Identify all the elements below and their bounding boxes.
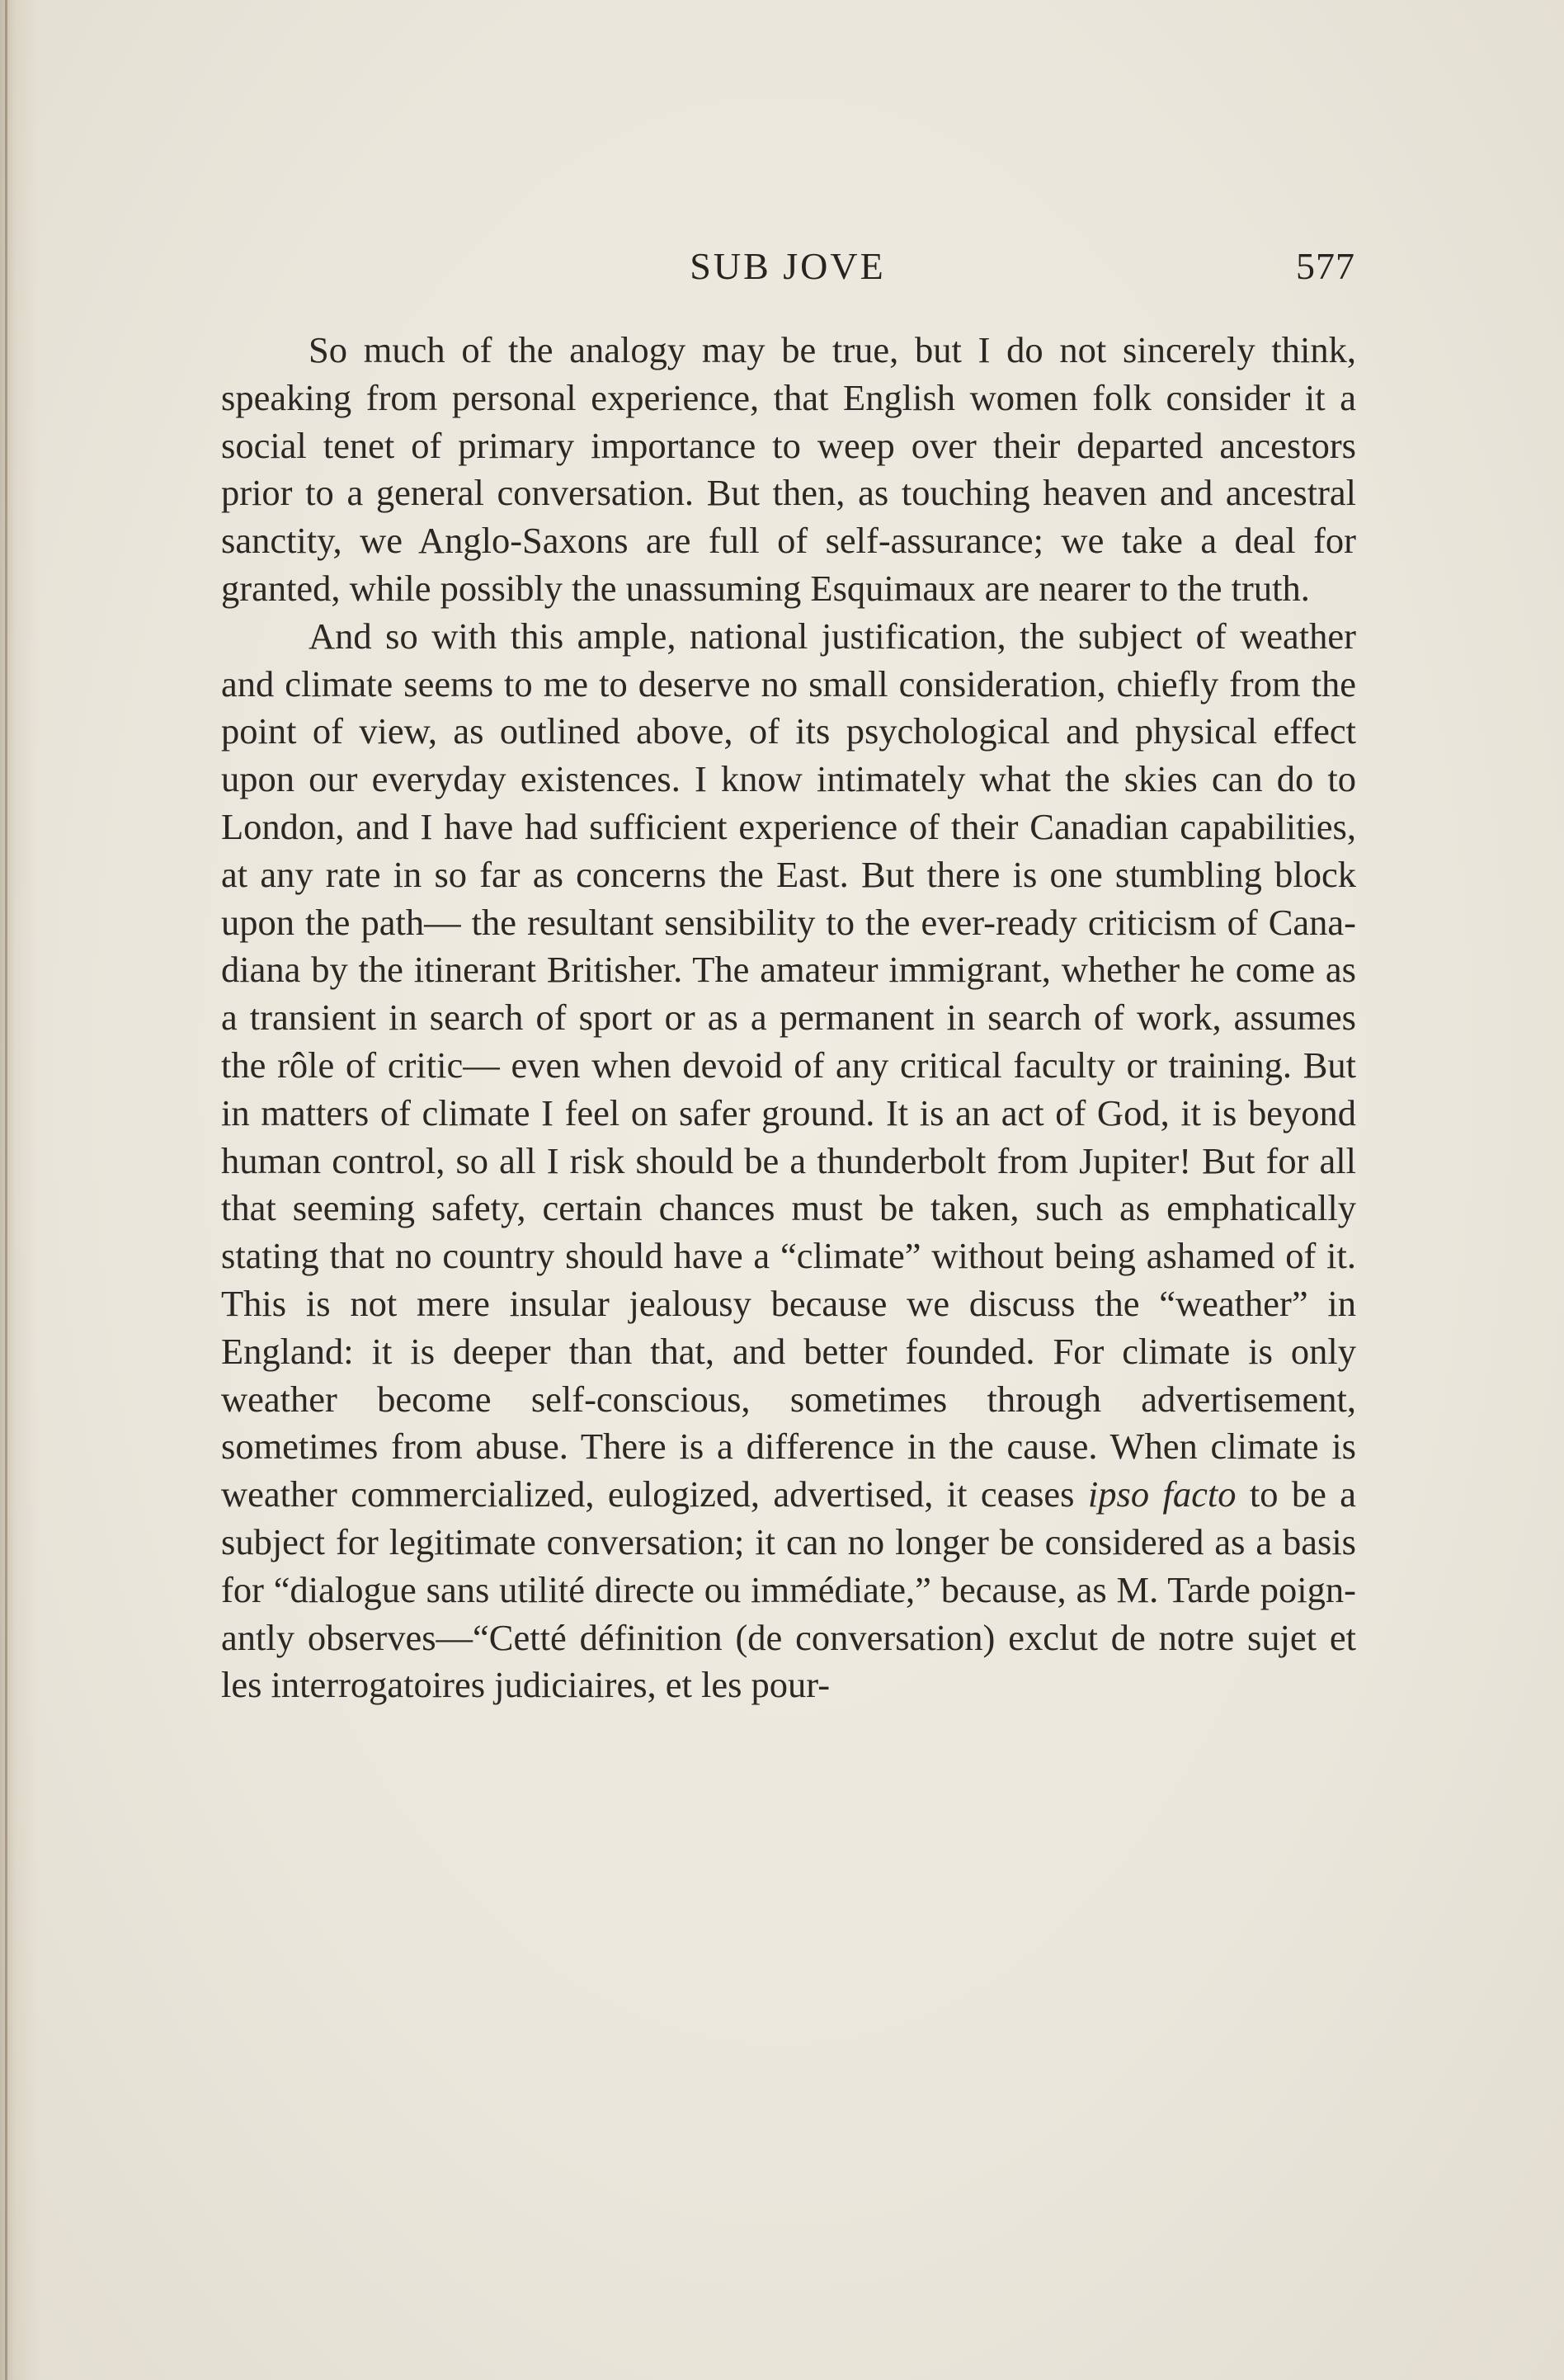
page-number: 577 xyxy=(1296,245,1355,287)
body-text xyxy=(221,327,1356,1709)
paragraph-2-text-start: And so with this ample, national justification, the subject of weather and climate seems to me to deserve no small consideration, chiefly from the point of view, as outlined above, of its psychological and physical effect upon our everyday existences. I know intimately what the skies can do to London, and I have had sufficient experience of their Canadian capabilities, at any rate in so far as concerns the East. But there is one stumbling block upon the path— the resultant sensibility to the ever-ready criticism of Cana-diana by the itinerant Britisher. The amateur immigrant, whether he come as a transient in search of sport or as a permanent in search of work, assumes the rôle of critic— even when devoid of any critical faculty or training. But in matters of climate I feel on safer ground. It is an act of God, it is beyond human control, so all I risk should be a thunderbolt from Jupiter! But for all that seeming safety, certain chances must be taken, such as emphatically stating that no country should have a “climate” without being ashamed of it. This is not mere insular jealousy because we discuss the “weather” in England: it is deeper than that, and better founded. For climate is only weather become self-conscious, sometimes through advertisement, sometimes from abuse. There is a difference in the cause. When climate is weather commercialized, eulogized, advertised, it ceases xyxy=(221,615,1356,1515)
paragraph-1: So much of the analogy may be true, but I do not sincerely think, speaking from personal experience, that English women folk consider it a social tenet of primary importance to weep over their departed ancestors prior to a general conversation. But then, as touching heaven and ancestral sanctity, we Anglo-Saxons are full of self-assurance; we take a deal for granted, while possibly the unassuming Esquimaux are nearer to the truth. xyxy=(221,329,1356,609)
italic-phrase: ipso facto xyxy=(1087,1473,1237,1515)
paragraph-2-text-end: to be a subject for legitimate conversation; it can no longer be considered as a basis for “dialogue sans utilité directe ou immédiate,” because, as M. Tarde poign-antly observes—“Cetté définition (de conversation) exclut de notre sujet et les interrogatoires judiciaires, et les pour- xyxy=(221,1473,1357,1706)
page-header xyxy=(219,244,1357,294)
running-head-title: SUB JOVE xyxy=(690,245,886,287)
page-gutter-edge xyxy=(5,0,7,2380)
paragraph-2 xyxy=(221,613,1356,1709)
